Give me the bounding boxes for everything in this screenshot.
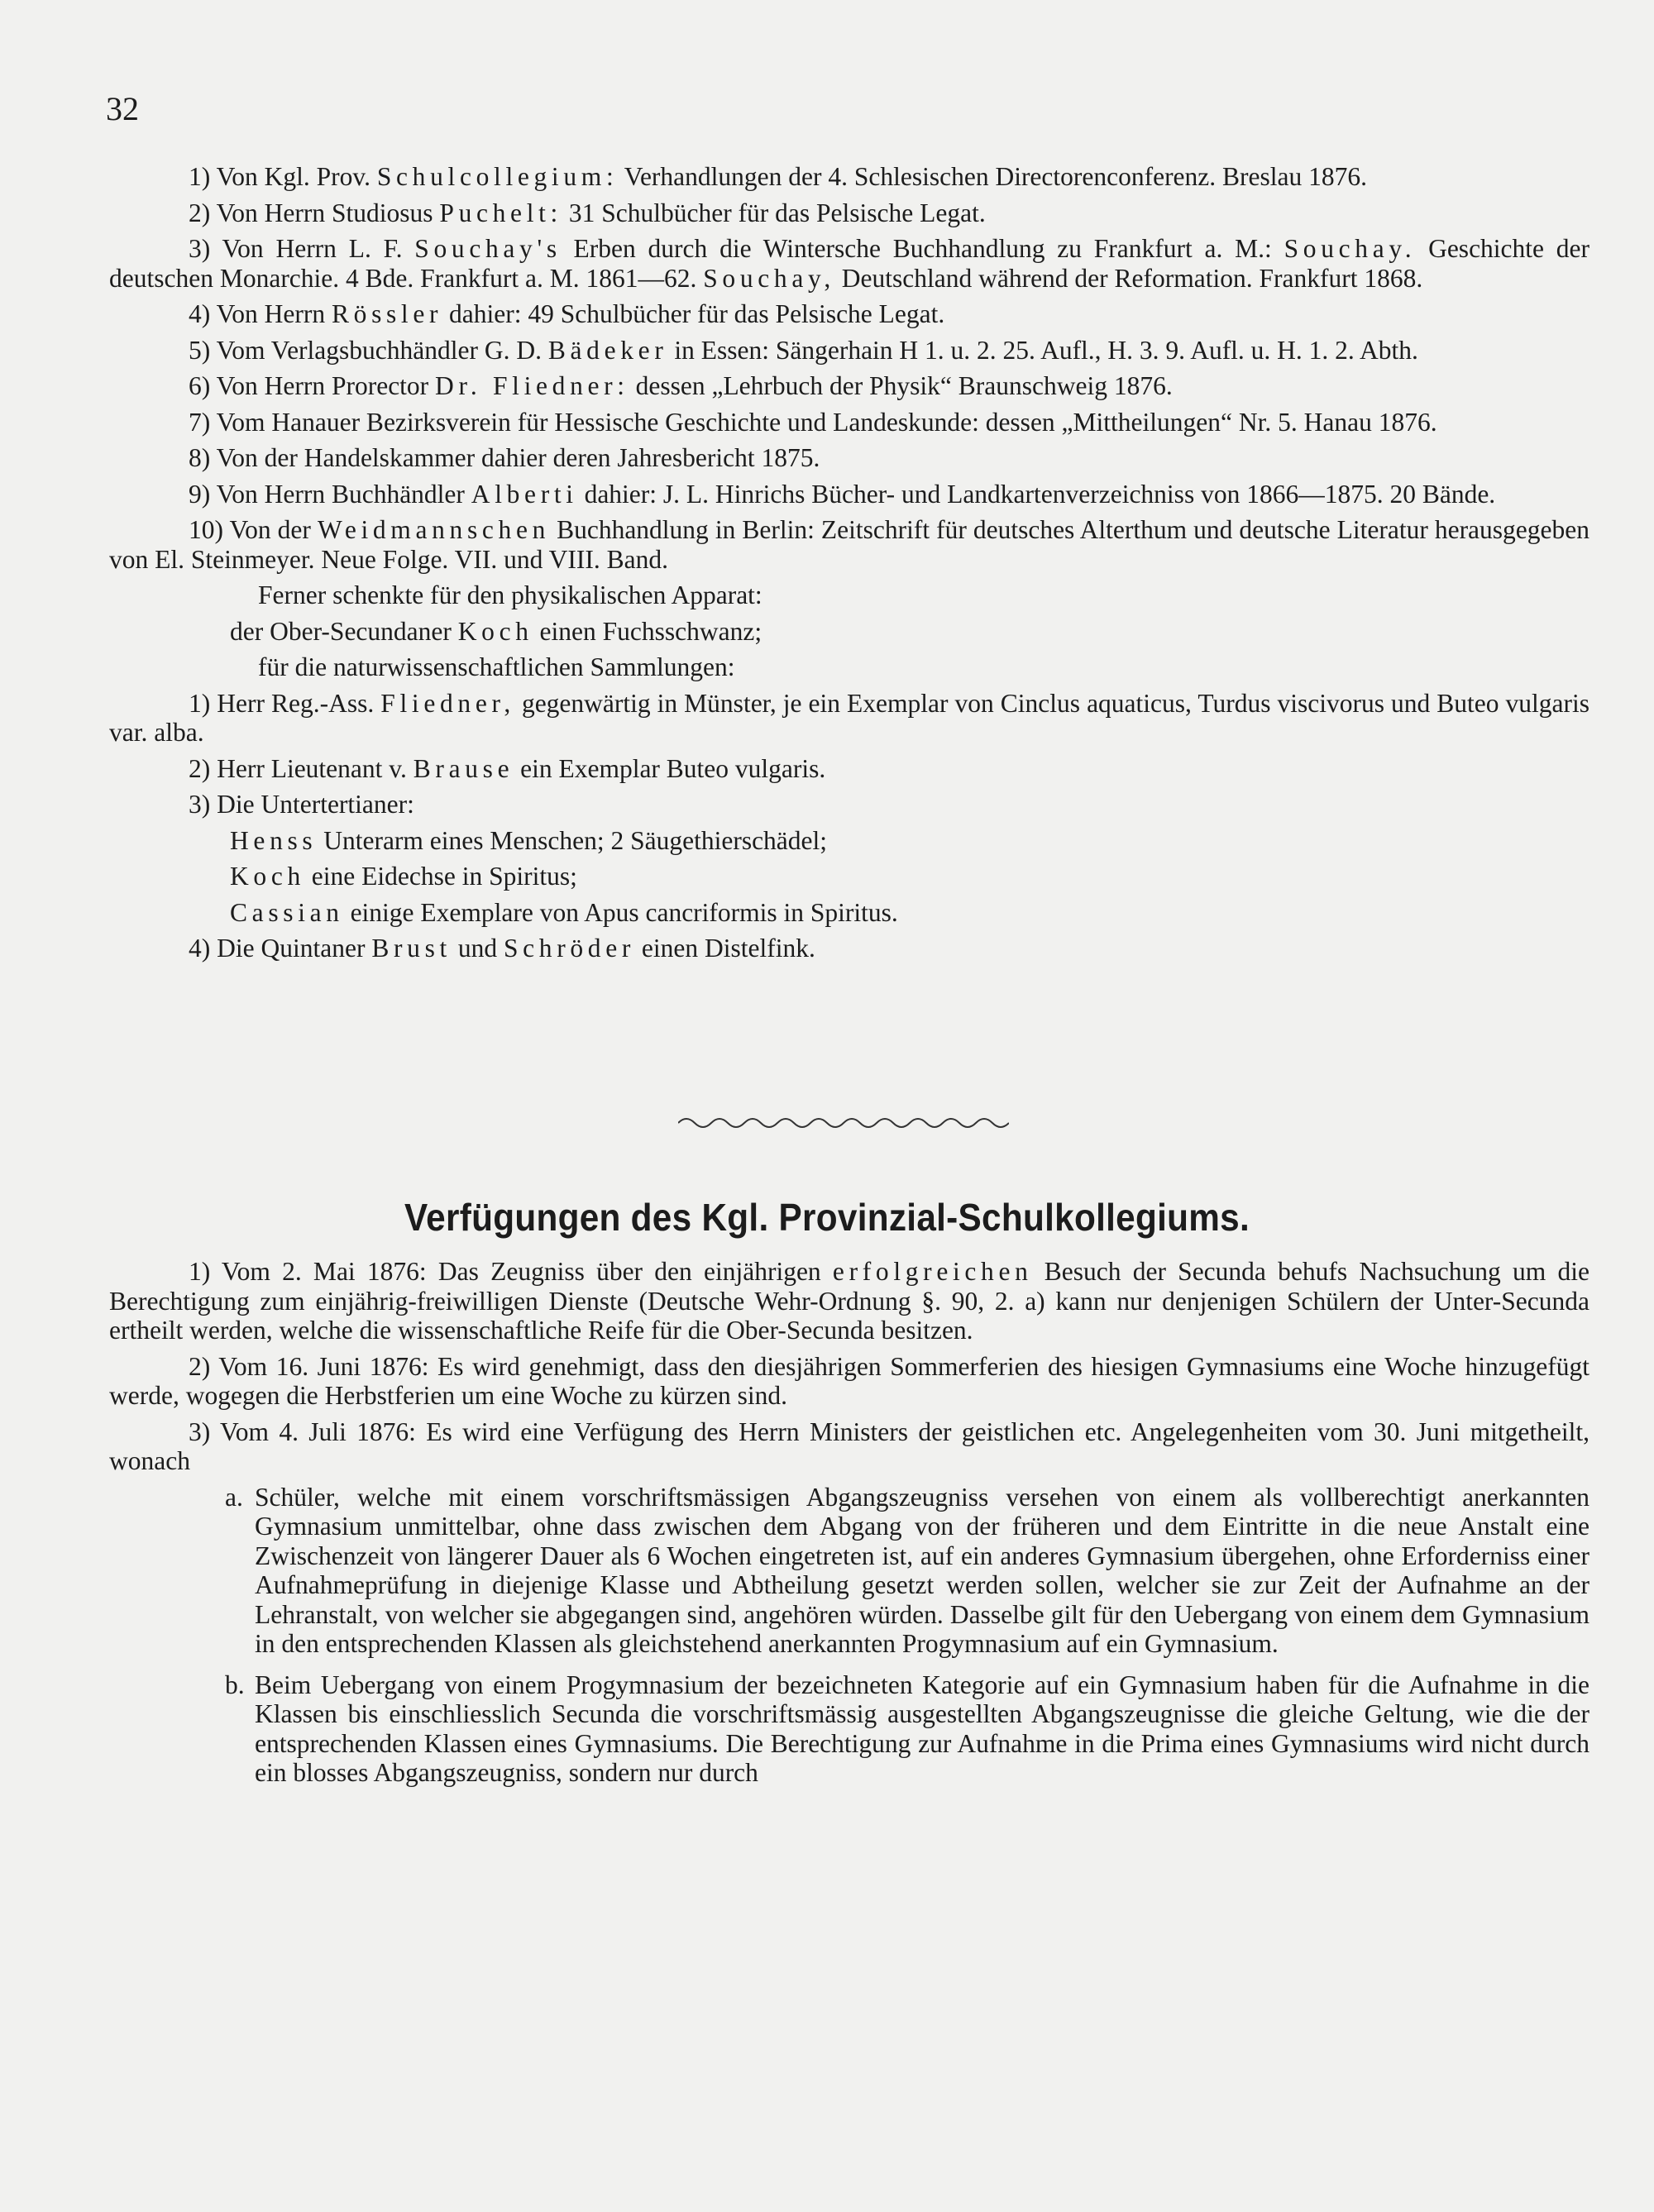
- decree-3-item-b: [109, 1670, 1589, 1788]
- gift-1: 1) Von Kgl. Prov. Schulcollegium: Verhandlungen der 4. Schlesischen Directorenconferenz. Breslau 1876.: [189, 162, 1367, 191]
- decrees-section: [109, 1257, 1589, 1799]
- nat-gift-3-koch: Koch eine Eidechse in Spiritus;: [230, 862, 577, 891]
- gift-5: 5) Vom Verlagsbuchhändler G. D. Bädeker in Essen: Sängerhain H 1. u. 2. 25. Aufl., H. 3. 9. Aufl. u. H. 1. 2. Abth.: [189, 335, 1418, 365]
- sammlungen-intro: für die naturwissenschaftlichen Sammlungen:: [258, 652, 735, 681]
- physik-intro: Ferner schenkte für den physikalischen Apparat:: [258, 580, 762, 609]
- item-b-label: b.: [225, 1670, 245, 1699]
- section-heading: Verfügungen des Kgl. Provinzial-Schulkollegiums.: [404, 1196, 1250, 1239]
- decree-2: 2) Vom 16. Juni 1876: Es wird genehmigt, dass den diesjährigen Sommerferien des hiesigen Gymnasiums eine Woche hinzugefügt werde, wogegen die Herbstferien um eine Woche zu kürzen sind.: [109, 1351, 1589, 1410]
- decree-1: 1) Vom 2. Mai 1876: Das Zeugniss über den einjährigen erfolgreichen Besuch der Secunda behufs Nachsuchung um die Berechtigung zum einjährig-freiwilligen Dienste (Deutsche Wehr-Ordnung §. 90, 2. a) kann nur denjenigen Schülern der Unter-Secunda ertheilt werden, welche die wissenschaftliche Reife für die Ober-Secunda besitzen.: [109, 1257, 1589, 1345]
- item-b-text: Beim Uebergang von einem Progymnasium der bezeichneten Kategorie auf ein Gymnasium haben für die Aufnahme in die Klassen bis einschliesslich Secunda die vorschriftsmässig ausgestellten Abgangszeugnisse die gleiche Geltung, wie die der entsprechenden Klassen eines Gymnasiums. Die Berechtigung zur Aufnahme in die Prima eines Gymnasiums wird nicht durch ein blosses Abgangszeugniss, sondern nur durch: [255, 1670, 1589, 1787]
- nat-gift-3-henss: Henss Unterarm eines Menschen; 2 Säugethierschädel;: [230, 825, 828, 855]
- decree-3: 3) Vom 4. Juli 1876: Es wird eine Verfügung des Herrn Ministers der geistlichen etc. Angelegenheiten vom 30. Juni mitgetheilt, wonach: [109, 1417, 1589, 1475]
- decree-3-item-a: [109, 1483, 1589, 1659]
- gift-9: 9) Von Herrn Buchhändler Alberti dahier: J. L. Hinrichs Bücher- und Landkartenverzeichniss von 1866—1875. 20 Bände.: [189, 479, 1496, 509]
- nat-gift-2: 2) Herr Lieutenant v. Brause ein Exemplar Buteo vulgaris.: [189, 753, 826, 783]
- item-a-label: a.: [225, 1482, 243, 1512]
- gift-2: 2) Von Herrn Studiosus Puchelt: 31 Schulbücher für das Pelsische Legat.: [189, 198, 986, 227]
- nat-gift-4: 4) Die Quintaner Brust und Schröder einen Distelfink.: [189, 934, 815, 963]
- gift-7: 7) Vom Hanauer Bezirksverein für Hessische Geschichte und Landeskunde: dessen „Mittheilungen“ Nr. 5. Hanau 1876.: [189, 407, 1437, 437]
- physik-gift: der Ober-Secundaner Koch einen Fuchsschwanz;: [230, 616, 762, 646]
- nat-gift-3-cassian: Cassian einige Exemplare von Apus cancriformis in Spiritus.: [230, 897, 898, 927]
- gift-6: 6) Von Herrn Prorector Dr. Fliedner: dessen „Lehrbuch der Physik“ Braunschweig 1876.: [189, 371, 1173, 400]
- nat-gift-1: 1) Herr Reg.-Ass. Fliedner, gegenwärtig in Münster, je ein Exemplar von Cinclus aquaticus, Turdus viscivorus und Buteo vulgaris var. alba.: [109, 688, 1590, 747]
- gift-3: 3) Von Herrn L. F. Souchay's Erben durch die Wintersche Buchhandlung zu Frankfurt a. M.: Souchay. Geschichte der deutschen Monarchie. 4 Bde. Frankfurt a. M. 1861—62. Souchay, Deutschland während der Reformation. Frankfurt 1868.: [109, 234, 1590, 293]
- nat-gift-3: 3) Die Untertertianer:: [189, 790, 414, 819]
- gifts-section: [109, 162, 1589, 970]
- gift-10: 10) Von der Weidmannschen Buchhandlung in Berlin: Zeitschrift für deutsches Alterthum und deutsche Literatur herausgegeben von El. Steinmeyer. Neue Folge. VII. und VIII. Band.: [109, 515, 1589, 574]
- item-a-text: Schüler, welche mit einem vorschriftsmässigen Abgangszeugniss versehen von einem als vollberechtigt anerkannten Gymnasium unmittelbar, ohne dass zwischen dem Abgang von der früheren und dem Eintritte in die neue Anstalt eine Zwischenzeit von längerer Dauer als 6 Wochen eingetreten ist, auf ein anderes Gymnasium übergehen, ohne Erforderniss einer Aufnahmeprüfung in diejenige Klasse und Abtheilung gesetzt werden sollen, welcher sie zur Zeit der Aufnahme an der Lehranstalt, von welcher sie abgegangen sind, angehören würden. Dasselbe gilt für den Uebergang von einem dem Gymnasium in den entsprechenden Klassen als gleichstehend anerkannten Progymnasium auf ein Gymnasium.: [255, 1482, 1589, 1658]
- wavy-divider: [678, 1113, 1009, 1133]
- page-number: 32: [106, 90, 139, 127]
- gift-4: 4) Von Herrn Rössler dahier: 49 Schulbücher für das Pelsische Legat.: [189, 299, 945, 328]
- gift-8: 8) Von der Handelskammer dahier deren Jahresbericht 1875.: [189, 443, 820, 472]
